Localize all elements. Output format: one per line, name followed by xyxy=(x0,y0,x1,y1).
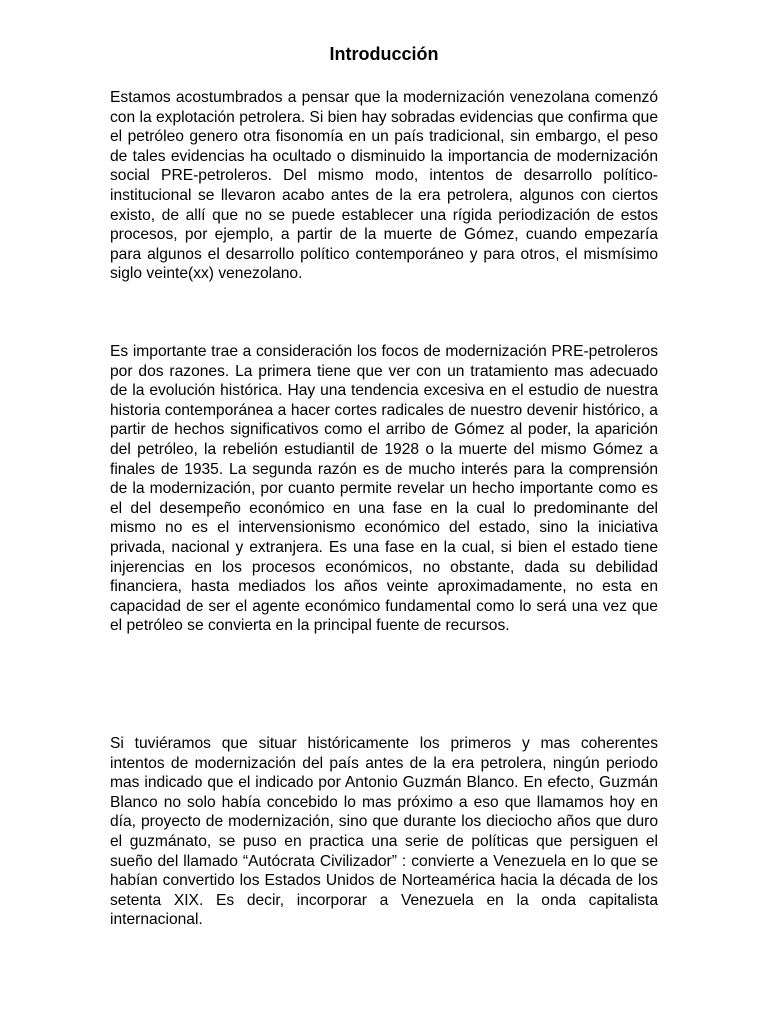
document-title: Introducción xyxy=(329,44,439,64)
paragraph-3: Si tuviéramos que situar históricamente los primeros y mas coherentes intentos de modernización del país antes de la era petrolera, ningún periodo mas indicado que el indicado por Antonio Guzmán Blanco. En efecto, Guzmán Blanco no solo había concebido lo mas próximo a eso que llamamos hoy en día, proyecto de modernización, sino que durante los dieciocho años que duro el guzmánato, se puso en practica una serie de políticas que persiguen el sueño del llamado “Autócrata Civilizador” : convierte a Venezuela en lo que se habían convertido los Estados Unidos de Norteamérica hacia la década de los setenta XIX. Es decir, incorporar a Venezuela en la onda capitalista internacional. xyxy=(110,735,658,929)
paragraph-1: Estamos acostumbrados a pensar que la modernización venezolana comenzó con la explotación petrolera. Si bien hay sobradas evidencias que confirma que el petróleo genero otra fisonomía en un país tradicional, sin embargo, el peso de tales evidencias ha ocultado o disminuido la importancia de modernización social PRE-petroleros. Del mismo modo, intentos de desarrollo político-institucional se llevaron acabo antes de la era petrolera, algunos con ciertos existo, de allí que no se puede establecer una rígida periodización de estos procesos, por ejemplo, a partir de la muerte de Gómez, cuando empezaría para algunos el desarrollo político contemporáneo y para otros, el mismísimo siglo veinte(xx) venezolano. xyxy=(110,89,658,283)
paragraph-2: Es importante trae a consideración los focos de modernización PRE-petroleros por dos razones. La primera tiene que ver con un tratamiento mas adecuado de la evolución histórica. Hay una tendencia excesiva en el estudio de nuestra historia contemporánea a hacer cortes radicales de nuestro devenir histórico, a partir de hechos significativos como el arribo de Gómez al poder, la aparición del petróleo, la rebelión estudiantil de 1928 o la muerte del mismo Gómez a finales de 1935. La segunda razón es de mucho interés para la comprensión de la modernización, por cuanto permite revelar un hecho importante como es el del desempeño económico en una fase en la cual lo predominante del mismo no es el intervensionismo económico del estado, sino la iniciativa privada, nacional y extranjera. Es una fase en la cual, si bien el estado tiene injerencias en los procesos económicos, no obstante, dada su debilidad financiera, hasta mediados los años veinte aproximadamente, no esta en capacidad de ser el agente económico fundamental como lo será una vez que el petróleo se convierta en la principal fuente de recursos. xyxy=(110,343,658,635)
